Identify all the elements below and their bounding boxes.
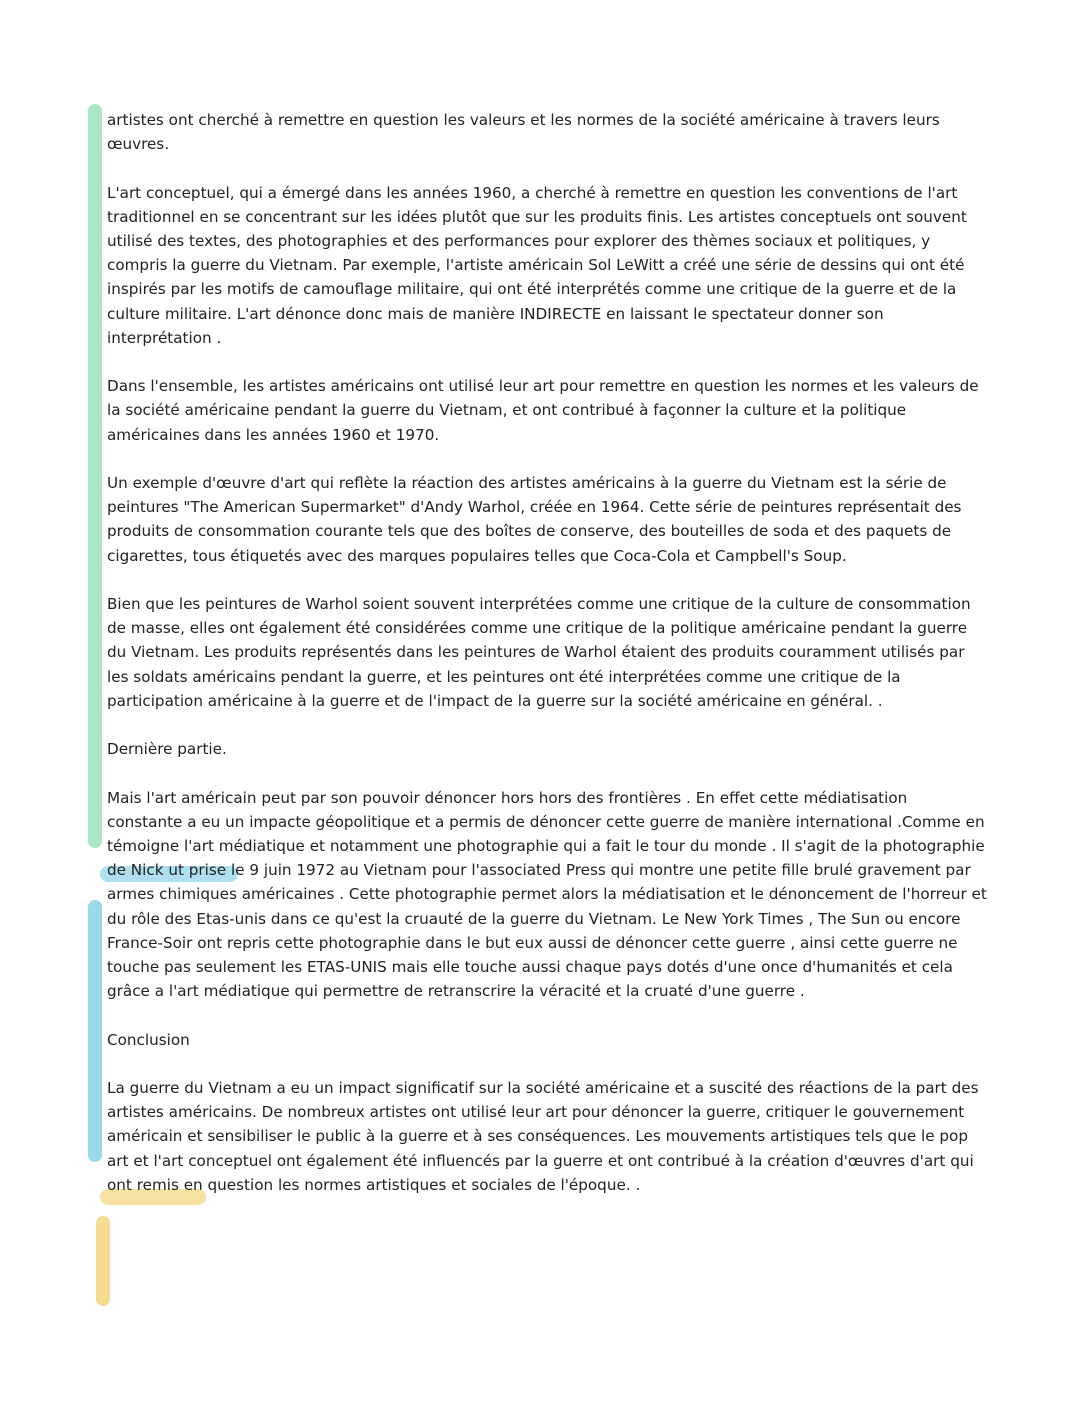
paragraph-conclusion: La guerre du Vietnam a eu un impact significatif sur la société américaine et a suscité des réactions de la part des artistes américains. De nombreux artistes ont utilisé leur art pour dénoncer la guerre, critiquer le gouvernement américain et sensibiliser le public à la guerre et à ses conséquences. Les mouvements artistiques tels que le pop art et l'art conceptuel ont également été influencés par la guerre et ont contribué à la création d'œuvres d'art qui ont remis en question les normes artistiques et sociales de l'époque. . bbox=[107, 1079, 979, 1194]
paragraph-overall: Dans l'ensemble, les artistes américains ont utilisé leur art pour remettre en question les normes et les valeurs de la société américaine pendant la guerre du Vietnam, et ont contribué à façonner la culture et la politique américaines dans les années 1960 et 1970. bbox=[107, 377, 979, 444]
heading-conclusion: Conclusion bbox=[107, 1030, 190, 1049]
heading-last-part: Dernière partie. bbox=[107, 740, 227, 759]
paragraph-warhol-example: Un exemple d'œuvre d'art qui reflète la réaction des artistes américains à la guerre du Vietnam est la série de peintures "The American Supermarket" d'Andy Warhol, créée en 1964. Cette série de peintures représentait des produits de consommation courante tels que des boîtes de conserve, des bouteilles de soda et des paquets de cigarettes, tous étiquetés avec des marques populaires telles que Coca-Cola et Campbell's Soup. bbox=[107, 474, 962, 565]
paragraph-conceptual-art: L'art conceptuel, qui a émergé dans les années 1960, a cherché à remettre en question les conventions de l'art traditionnel en se concentrant sur les idées plutôt que sur les produits finis. Les artistes conceptuels ont souvent utilisé des textes, des photographies et des performances pour explorer des thèmes sociaux et politiques, y compris la guerre du Vietnam. Par exemple, l'artiste américain Sol LeWitt a créé une série de dessins qui ont été inspirés par les motifs de camouflage militaire, qui ont été interprétés comme une critique de la guerre et de la culture militaire. L'art dénonce donc mais de manière INDIRECTE en laissant le spectateur donner son interprétation . bbox=[107, 183, 967, 347]
paragraph-warhol-critique: Bien que les peintures de Warhol soient souvent interprétées comme une critique de la culture de consommation de masse, elles ont également été considérées comme une critique de la politique américaine pendant la guerre du Vietnam. Les produits représentés dans les peintures de Warhol étaient des produits couramment utilisés par les soldats américains pendant la guerre, et les peintures ont été interprétées comme une critique de la participation américaine à la guerre et de l'impact de la guerre sur la société américaine en général. . bbox=[107, 595, 971, 710]
blue-highlight-bar bbox=[88, 900, 102, 1162]
paragraph-intro-end: artistes ont cherché à remettre en question les valeurs et les normes de la société américaine à travers leurs œuvres. bbox=[107, 111, 940, 154]
paragraph-media-art: Mais l'art américain peut par son pouvoir dénoncer hors hors des frontières . En effet cette médiatisation constante a eu un impacte géopolitique et a permis de dénoncer cette guerre de manière international .Comme en témoigne l'art médiatique et notamment une photographie qui a fait le tour du monde . Il s'agit de la photographie de Nick ut prise le 9 juin 1972 au Vietnam pour l'associated Press qui montre une petite fille brulé gravement par armes chimiques américaines . Cette photographie permet alors la médiatisation et le dénoncement de l'horreur et du rôle des Etas-unis dans ce qu'est la cruauté de la guerre du Vietnam. Le New York Times , The Sun ou encore France-Soir ont repris cette photographie dans le but eux aussi de dénoncer cette guerre , ainsi cette guerre ne touche pas seulement les ETAS-UNIS mais elle touche aussi chaque pays dotés d'une once d'humanités et cela grâce a l'art médiatique qui permettre de retranscrire la véracité et la cruaté d'une guerre . bbox=[107, 788, 987, 1001]
yellow-highlight-bar bbox=[96, 1216, 110, 1306]
green-highlight-bar bbox=[88, 104, 102, 848]
document-body bbox=[107, 108, 987, 1221]
